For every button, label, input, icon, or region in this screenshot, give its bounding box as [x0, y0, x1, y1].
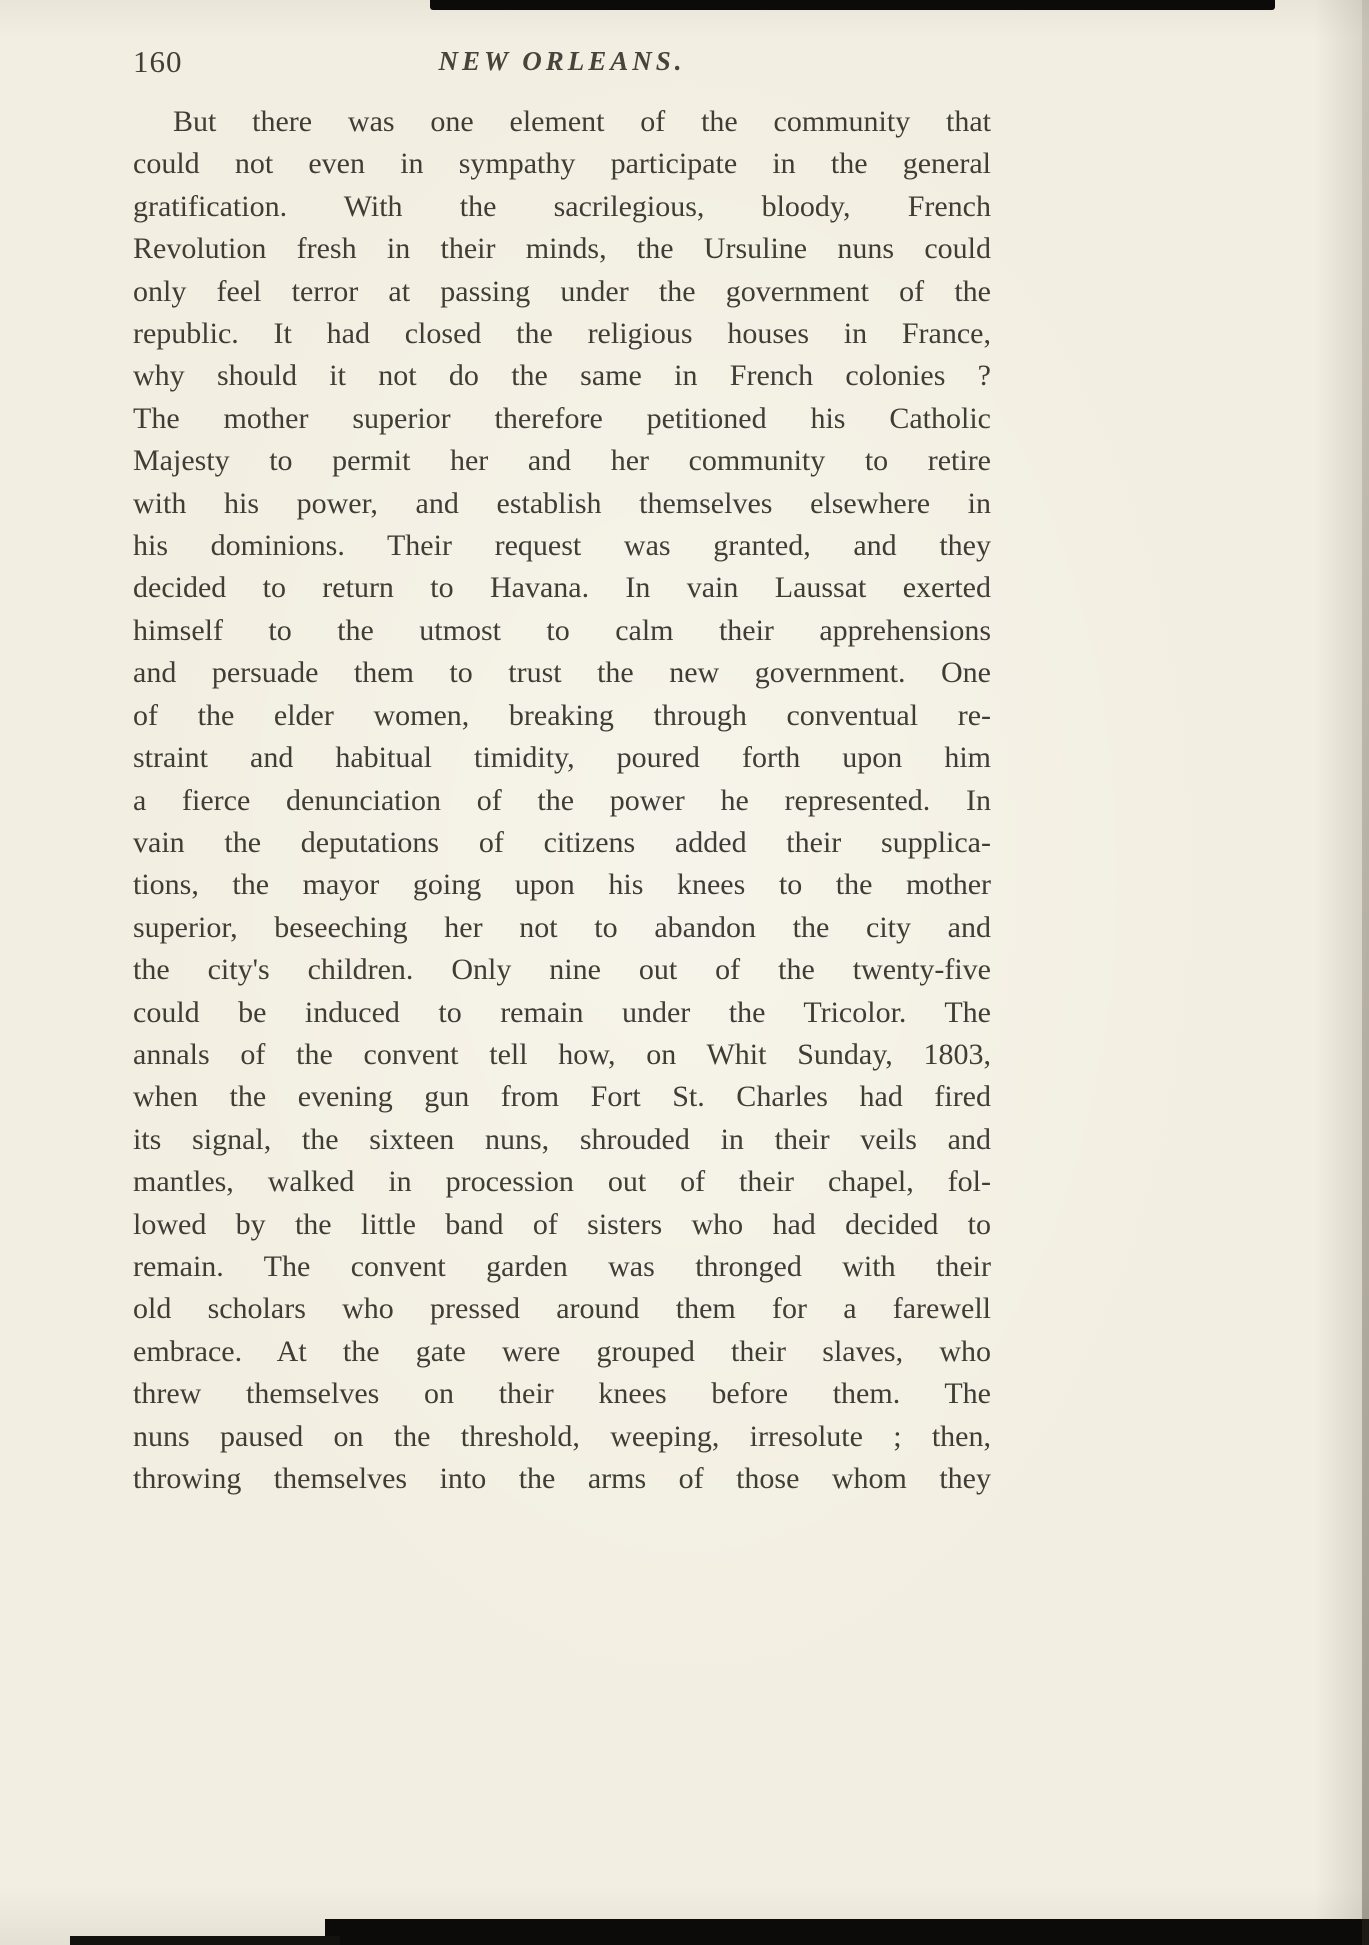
page-header	[133, 42, 991, 82]
text-line: a fierce denunciation of the power he represented. In	[133, 783, 991, 817]
text-line: tions, the mayor going upon his knees to the mother	[133, 868, 991, 902]
text-line: of the elder women, breaking through conventual re-	[133, 698, 991, 732]
scan-artifact-right-edge	[1362, 0, 1369, 1945]
scan-artifact-top	[430, 0, 1275, 10]
text-line: republic. It had closed the religious houses in France,	[133, 317, 991, 351]
text-line: could not even in sympathy participate in the general	[133, 147, 991, 181]
scan-artifact-bottom	[325, 1919, 1369, 1945]
page-number: 160	[133, 44, 183, 79]
text-line: and persuade them to trust the new government. One	[133, 656, 991, 690]
body-text	[133, 101, 991, 1500]
scan-artifact-bottom-left	[70, 1936, 340, 1945]
text-line: remain. The convent garden was thronged with their	[133, 1249, 991, 1283]
text-line: himself to the utmost to calm their apprehensions	[133, 613, 991, 647]
text-line: when the evening gun from Fort St. Charles had fired	[133, 1080, 991, 1114]
text-line: annals of the convent tell how, on Whit Sunday, 1803,	[133, 1037, 991, 1071]
text-line: lowed by the little band of sisters who had decided to	[133, 1207, 991, 1241]
text-line: superior, beseeching her not to abandon the city and	[133, 910, 991, 944]
text-line: decided to return to Havana. In vain Laussat exerted	[133, 571, 991, 605]
text-line: Revolution fresh in their minds, the Ursuline nuns could	[133, 232, 991, 266]
text-line: The mother superior therefore petitioned his Catholic	[133, 401, 991, 435]
text-line: gratification. With the sacrilegious, bloody, French	[133, 189, 991, 223]
text-line: Majesty to permit her and her community to retire	[133, 444, 991, 478]
text-line: throwing themselves into the arms of those whom they	[133, 1462, 991, 1495]
text-line: only feel terror at passing under the government of the	[133, 274, 991, 308]
text-line: threw themselves on their knees before them. The	[133, 1377, 991, 1411]
text-line: vain the deputations of citizens added their supplica-	[133, 825, 991, 859]
text-line: straint and habitual timidity, poured forth upon him	[133, 741, 991, 775]
text-line: could be induced to remain under the Tricolor. The	[133, 995, 991, 1029]
text-line: mantles, walked in procession out of their chapel, fol-	[133, 1165, 991, 1199]
text-line: its signal, the sixteen nuns, shrouded in their veils and	[133, 1122, 991, 1156]
text-line: nuns paused on the threshold, weeping, irresolute ; then,	[133, 1419, 991, 1453]
text-line: his dominions. Their request was granted, and they	[133, 529, 991, 563]
text-line: embrace. At the gate were grouped their slaves, who	[133, 1334, 991, 1368]
text-line: But there was one element of the community that	[173, 105, 991, 138]
text-line: the city's children. Only nine out of the twenty-five	[133, 953, 991, 987]
running-header: NEW ORLEANS.	[438, 46, 686, 76]
text-line: with his power, and establish themselves elsewhere in	[133, 486, 991, 520]
text-line: old scholars who pressed around them for a farewell	[133, 1292, 991, 1326]
text-line: why should it not do the same in French colonies ?	[133, 359, 991, 393]
